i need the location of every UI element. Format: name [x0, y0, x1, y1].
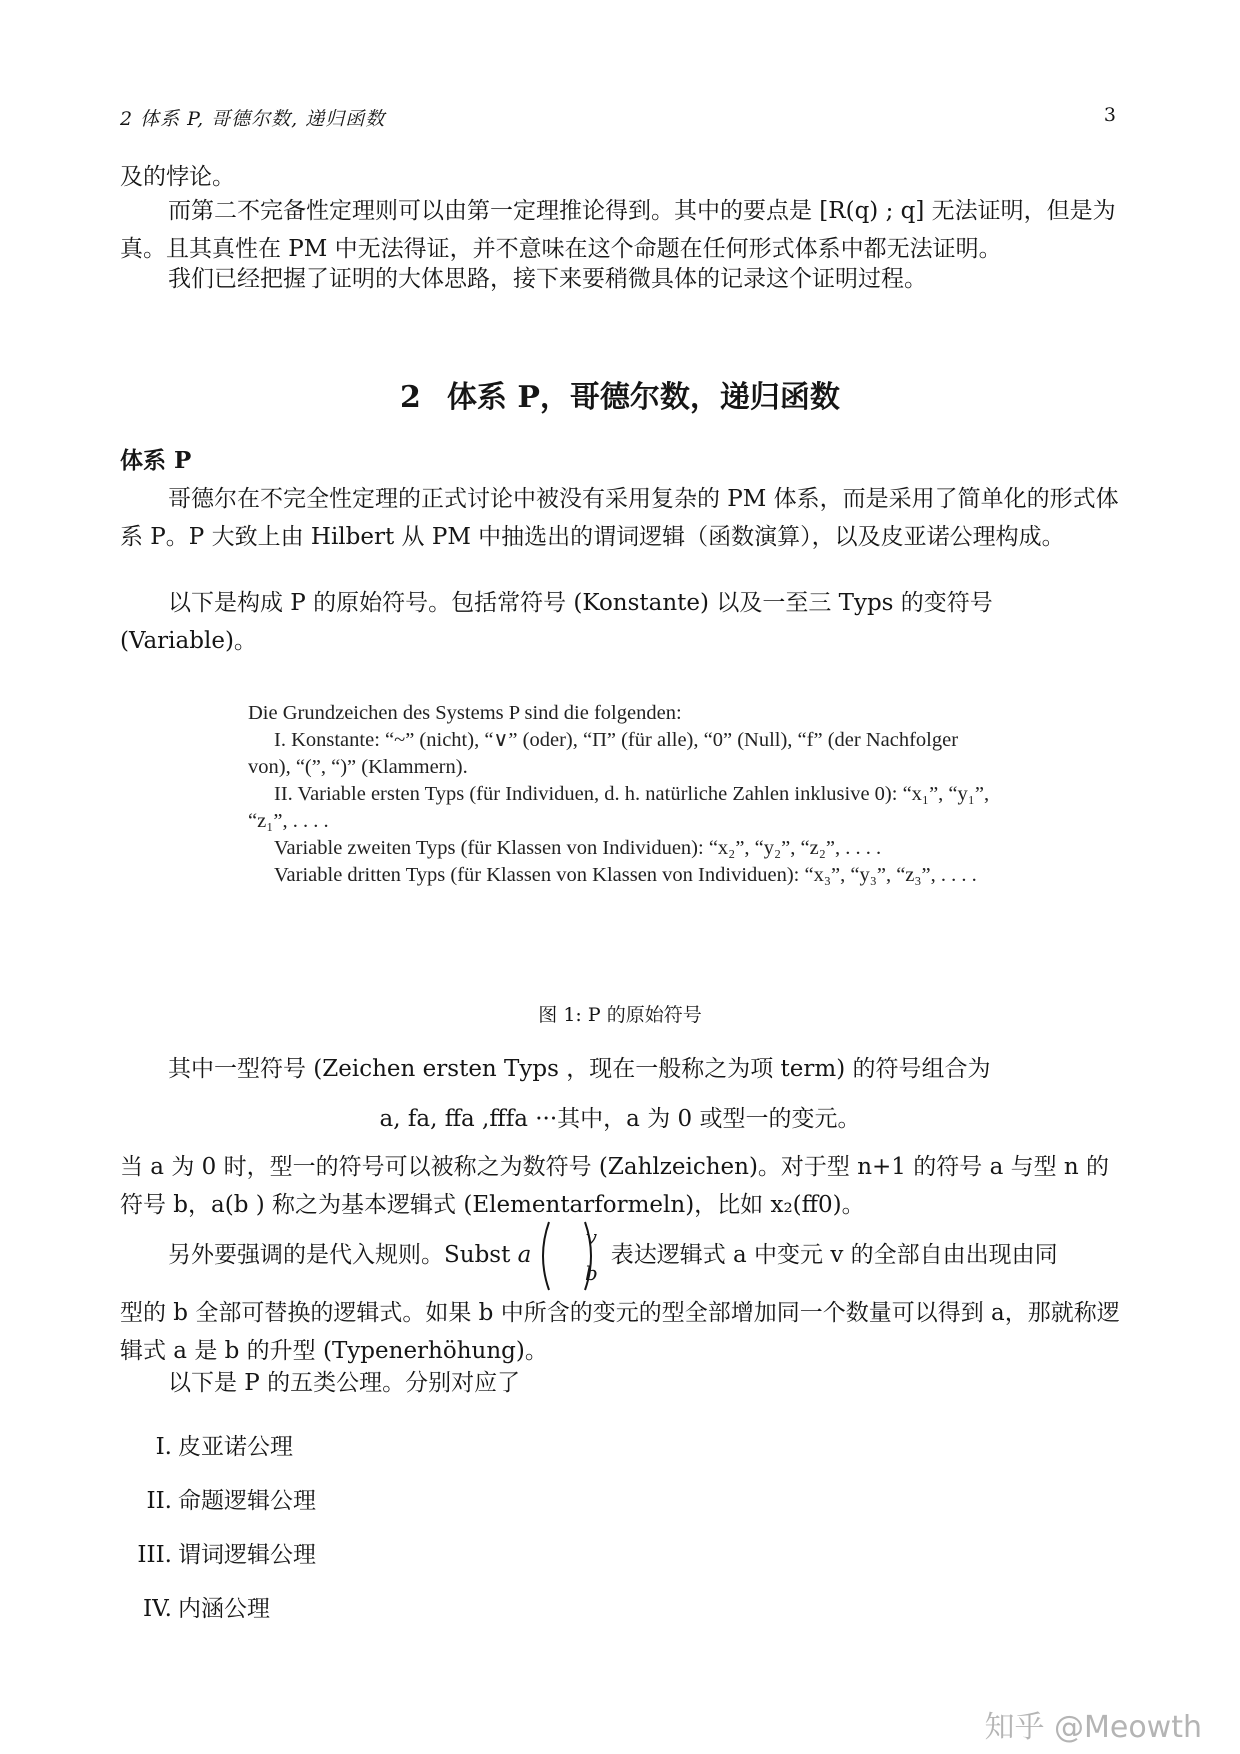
- subst-a: a: [517, 1242, 532, 1268]
- axiom-item: [120, 1536, 316, 1569]
- axiom-number: II.: [146, 1488, 172, 1514]
- figure-line-3: II. Variable ersten Typs (für Individuen, d. h. natürliche Zahlen inklusive 0): “x₁”, “y₁”, “z₁”, . . . .: [248, 783, 990, 832]
- figure-caption: 图 1: P 的原始符号: [538, 1004, 702, 1026]
- after-paragraph-2: 当 a 为 0 时，型一的符号可以被称之为数符号 (Zahlzeichen)。对于型 n+1 的符号 a 与型 n 的符号 b，a(b ) 称之为基本逻辑式 (Elementarformeln)，比如 x₂(ff0)。: [120, 1154, 1110, 1218]
- after-paragraph-3-rest: 型的 b 全部可替换的逻辑式。如果 b 中所含的变元的型全部增加同一个数量可以得到 a，那就称逻辑式 a 是 b 的升型 (Typenerhöhung)。: [120, 1300, 1120, 1364]
- subst-matrix: [535, 1218, 599, 1294]
- axiom-item: [120, 1590, 270, 1623]
- subst-rule-line: [120, 1218, 1120, 1294]
- subst-pre: 另外要强调的是代入规则。Subst: [168, 1242, 511, 1268]
- section-heading: [0, 372, 1240, 416]
- body-paragraph-2: 以下是构成 P 的原始符号。包括常符号 (Konstante) 以及一至三 Typs 的变符号 (Variable)。: [120, 590, 993, 654]
- figure-line-1: Die Grundzeichen des Systems P sind die folgenden:: [248, 702, 682, 724]
- watermark: 知乎 @Meowth: [984, 1710, 1202, 1745]
- axiom-number: I.: [155, 1434, 172, 1460]
- axiom-number: III.: [137, 1542, 172, 1568]
- subst-b: b: [584, 1261, 598, 1285]
- axiom-label: 命题逻辑公理: [178, 1488, 316, 1514]
- subst-post: 表达逻辑式 a 中变元 v 的全部自由出现由同: [610, 1242, 1058, 1268]
- intro-paragraph-1: 及的悖论。: [120, 164, 235, 190]
- body-paragraph-1: 哥德尔在不完全性定理的正式讨论中被没有采用复杂的 PM 体系，而是采用了简单化的形式体系 P。P 大致上由 Hilbert 从 PM 中抽选出的谓词逻辑（函数演算），以及皮亚诺公理构成。: [120, 486, 1119, 550]
- page-number: 3: [1103, 104, 1116, 126]
- axiom-label: 谓词逻辑公理: [178, 1542, 316, 1568]
- section-number: 2: [400, 380, 421, 415]
- after-paragraph-4: 以下是 P 的五类公理。分别对应了: [168, 1370, 521, 1396]
- symbol-formula: a, fa, ffa ,fffa ···其中，a 为 0 或型一的变元。: [379, 1106, 861, 1132]
- section-title: 体系 P，哥德尔数，递归函数: [446, 380, 840, 415]
- axiom-item: [120, 1428, 293, 1461]
- figure-line-5: Variable dritten Typs (für Klassen von Klassen von Individuen): “x₃”, “y₃”, “z₃”, . . . .: [274, 864, 977, 886]
- intro-paragraph-3: 我们已经把握了证明的大体思路，接下来要稍微具体的记录这个证明过程。: [168, 266, 927, 292]
- axiom-number: IV.: [143, 1596, 172, 1622]
- intro-paragraph-2: 而第二不完备性定理则可以由第一定理推论得到。其中的要点是 [R(q) ; q] 无法证明，但是为真。且其真性在 PM 中无法得证，并不意味在这个命题在任何形式体系中都无法证明。: [120, 198, 1116, 262]
- after-paragraph-1: 其中一型符号 (Zeichen ersten Typs ，现在一般称之为项 term) 的符号组合为: [168, 1056, 991, 1082]
- figure-line-2: I. Konstante: “~” (nicht), “∨” (oder), “Π” (für alle), “0” (Null), “f” (der Nachfolger von), “(”, “)” (Klammern).: [248, 729, 959, 778]
- axiom-label: 皮亚诺公理: [178, 1434, 293, 1460]
- subsection-heading: 体系 P: [120, 447, 192, 474]
- axiom-label: 内涵公理: [178, 1596, 270, 1622]
- axiom-item: [120, 1482, 316, 1515]
- subst-v: v: [585, 1225, 598, 1249]
- figure-excerpt: [248, 700, 992, 889]
- running-title: 2 体系 P, 哥德尔数, 递归函数: [120, 108, 386, 130]
- figure-line-4: Variable zweiten Typs (für Klassen von Individuen): “x₂”, “y₂”, “z₂”, . . . .: [274, 837, 882, 859]
